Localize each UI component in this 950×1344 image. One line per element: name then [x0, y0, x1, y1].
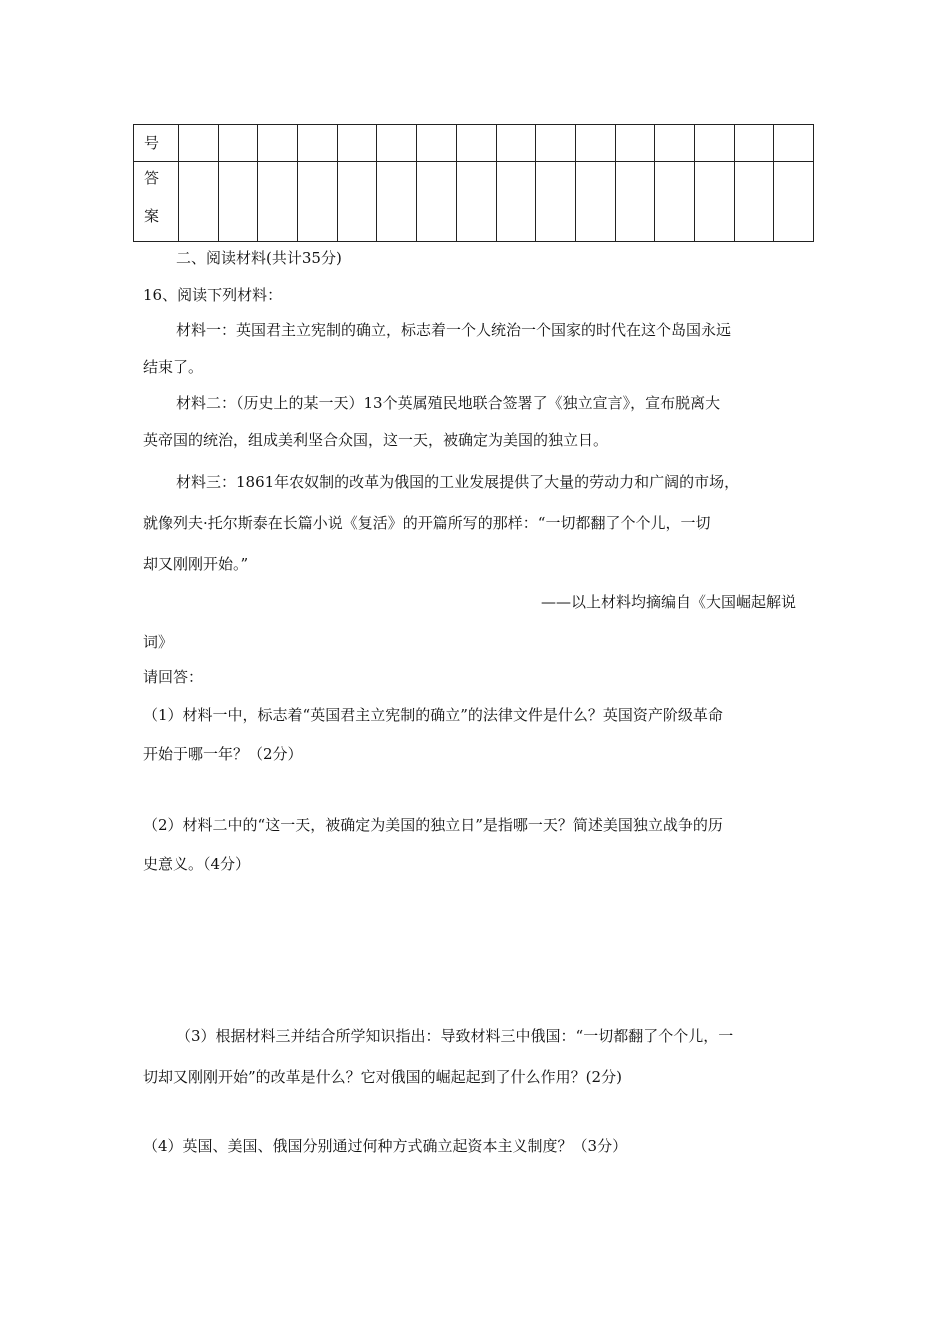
material-3-line-1: 材料三：1861年农奴制的改革为俄国的工业发展提供了大量的劳动力和广阔的市场，	[176, 473, 740, 491]
row-label-answer: 答 案	[134, 162, 179, 242]
answer-cell[interactable]	[179, 125, 219, 162]
answer-cell[interactable]	[496, 162, 536, 242]
answer-cell[interactable]	[258, 162, 298, 242]
question-16-title: 16、阅读下列材料：	[143, 286, 283, 304]
question-2-line-1: （2）材料二中的“这一天，被确定为美国的独立日”是指哪一天？简述美国独立战争的历	[143, 816, 723, 834]
answer-cell[interactable]	[536, 125, 576, 162]
question-3-line-2: 切却又刚刚开始”的改革是什么？它对俄国的崛起起到了什么作用？(2分)	[143, 1068, 622, 1086]
source-line-1: ——以上材料均摘编自《大国崛起解说	[541, 593, 797, 611]
question-4-line-1: （4）英国、美国、俄国分别通过何种方式确立起资本主义制度？（3分）	[143, 1137, 628, 1155]
row-label-number: 号	[134, 125, 179, 162]
section-heading: 二、阅读材料(共计35分)	[176, 249, 342, 267]
answer-cell[interactable]	[298, 125, 338, 162]
answer-cell[interactable]	[218, 162, 258, 242]
material-1-line-1: 材料一：英国君主立宪制的确立，标志着一个人统治一个国家的时代在这个岛国永远	[176, 321, 732, 339]
answer-cell[interactable]	[615, 162, 655, 242]
material-2-line-2: 英帝国的统治，组成美利坚合众国，这一天，被确定为美国的独立日。	[143, 431, 609, 449]
question-1-line-1: （1）材料一中，标志着“英国君主立宪制的确立”的法律文件是什么？英国资产阶级革命	[143, 706, 723, 724]
answer-row	[134, 162, 814, 242]
answer-cell[interactable]	[575, 162, 615, 242]
material-3-line-2: 就像列夫·托尔斯泰在长篇小说《复活》的开篇所写的那样：“一切都翻了个个儿，一切	[143, 514, 711, 532]
material-2-line-1: 材料二：（历史上的某一天）13个英属殖民地联合签署了《独立宣言》，宣布脱离大	[176, 394, 721, 412]
answer-cell[interactable]	[536, 162, 576, 242]
material-3-line-3: 却又刚刚开始。”	[143, 555, 249, 573]
question-3-line-1: （3）根据材料三并结合所学知识指出：导致材料三中俄国：“一切都翻了个个儿，一	[176, 1027, 734, 1045]
answer-table	[133, 124, 814, 242]
answer-cell[interactable]	[456, 125, 496, 162]
answer-cell[interactable]	[496, 125, 536, 162]
answer-cell[interactable]	[258, 125, 298, 162]
question-1-line-2: 开始于哪一年？（2分）	[143, 745, 303, 763]
answer-cell[interactable]	[655, 162, 695, 242]
question-2-line-2: 史意义。（4分）	[143, 855, 251, 873]
answer-cell[interactable]	[417, 162, 457, 242]
answer-cell[interactable]	[774, 125, 814, 162]
answer-cell[interactable]	[615, 125, 655, 162]
answer-cell[interactable]	[694, 162, 734, 242]
answer-cell[interactable]	[417, 125, 457, 162]
answer-cell[interactable]	[337, 162, 377, 242]
answer-cell[interactable]	[694, 125, 734, 162]
answer-cell[interactable]	[456, 162, 496, 242]
answer-cell[interactable]	[337, 125, 377, 162]
answer-cell[interactable]	[734, 162, 774, 242]
answer-cell[interactable]	[774, 162, 814, 242]
source-line-2: 词》	[143, 633, 174, 651]
answer-prompt: 请回答：	[143, 668, 204, 686]
answer-cell[interactable]	[377, 125, 417, 162]
answer-cell[interactable]	[377, 162, 417, 242]
answer-cell[interactable]	[575, 125, 615, 162]
answer-cell[interactable]	[298, 162, 338, 242]
material-1-line-2: 结束了。	[143, 358, 204, 376]
answer-cell[interactable]	[655, 125, 695, 162]
answer-cell[interactable]	[179, 162, 219, 242]
answer-cell[interactable]	[734, 125, 774, 162]
question-number-row	[134, 125, 814, 162]
answer-cell[interactable]	[218, 125, 258, 162]
